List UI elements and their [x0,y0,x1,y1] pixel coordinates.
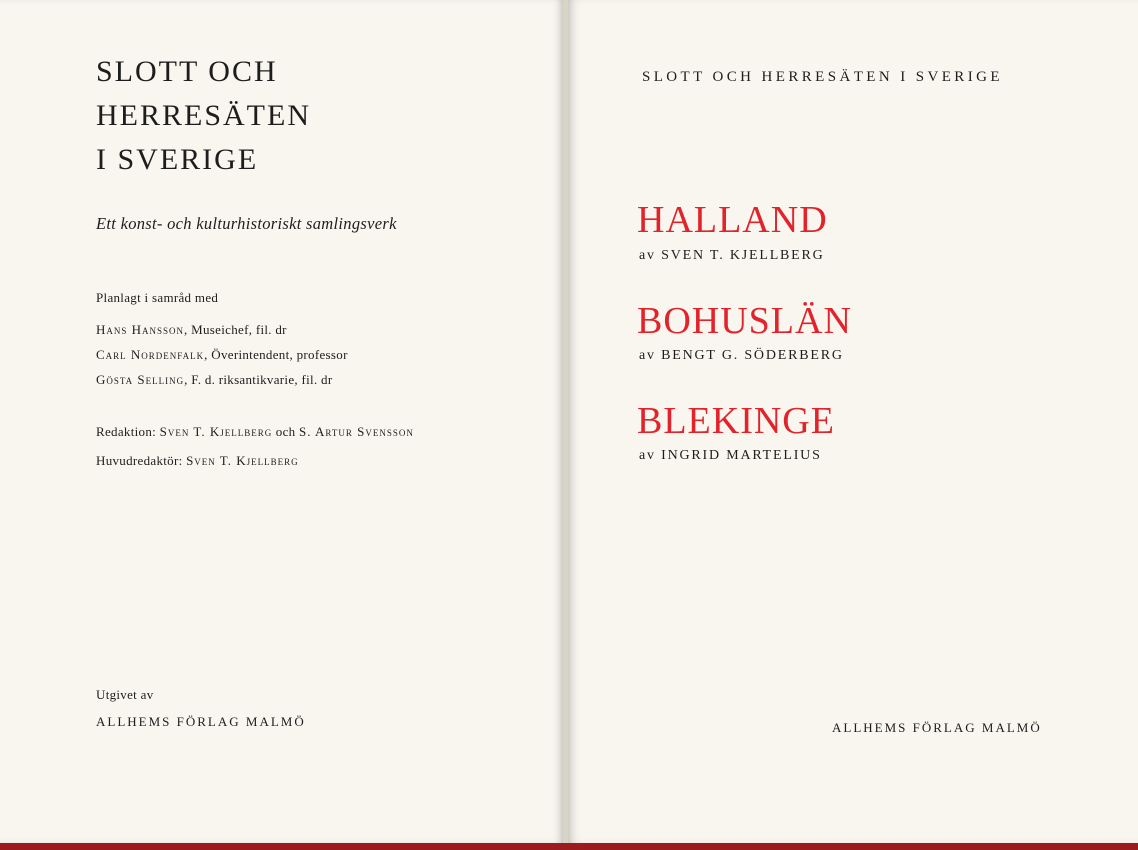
publisher-left: ALLHEMS FÖRLAG MALMÖ [96,714,306,729]
advisor-name: Carl Nordenfalk [96,347,205,362]
book-title-line-1: SLOTT OCH [96,55,278,88]
advisor-role: , Museichef, fil. dr [184,322,287,337]
book-title-line-2: HERRESÄTEN [96,99,311,132]
chief-editor-name: Sven T. Kjellberg [186,453,299,468]
publisher-right: ALLHEMS FÖRLAG MALMÖ [832,720,1042,735]
editorial-connector: och [272,424,299,439]
chief-editor-label: Huvudredaktör: [96,453,187,468]
series-title: SLOTT OCH HERRESÄTEN I SVERIGE [642,69,1003,85]
volume-author-halland: av SVEN T. KJELLBERG [639,248,825,263]
planned-intro: Planlagt i samråd med [96,290,219,305]
right-page [568,0,1138,843]
book-title-line-3: I SVERIGE [96,143,259,176]
editorial-line [96,424,414,440]
advisor-name: Hans Hansson [96,322,185,337]
editor-name-2: S. Artur Svensson [299,424,414,439]
left-page [0,0,563,843]
advisor-line-1 [96,322,287,338]
volume-title-blekinge: BLEKINGE [637,400,835,442]
volume-author-blekinge: av INGRID MARTELIUS [639,448,822,463]
chief-editor-line [96,453,299,469]
advisor-role: , Överintendent, professor [204,347,348,362]
subtitle: Ett konst- och kulturhistoriskt samlingsverk [96,214,397,233]
published-by-label: Utgivet av [96,687,154,702]
volume-title-bohuslan: BOHUSLÄN [637,300,852,342]
advisor-name: Gösta Selling [96,372,185,387]
volume-title-halland: HALLAND [637,199,828,241]
advisor-line-3 [96,372,333,388]
advisor-role: , F. d. riksantikvarie, fil. dr [184,372,333,387]
editor-name-1: Sven T. Kjellberg [159,424,273,439]
volume-author-bohuslan: av BENGT G. SÖDERBERG [639,348,844,363]
editorial-label: Redaktion: [96,424,160,439]
advisor-line-2 [96,347,348,363]
